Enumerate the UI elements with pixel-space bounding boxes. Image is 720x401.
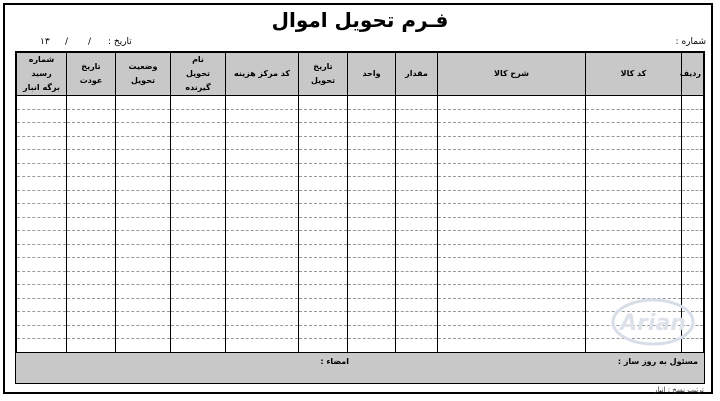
table-cell[interactable] <box>299 298 348 312</box>
table-row <box>17 298 704 312</box>
table-cell[interactable] <box>348 190 396 204</box>
table-cell[interactable] <box>116 271 171 285</box>
table-row <box>17 285 704 299</box>
table-cell[interactable] <box>299 190 348 204</box>
table-cell[interactable] <box>171 136 226 150</box>
column-header-line1: شرح کالا <box>493 69 529 78</box>
table-cell[interactable] <box>299 163 348 177</box>
table-cell[interactable] <box>299 136 348 150</box>
table-cell[interactable] <box>348 285 396 299</box>
table-cell[interactable] <box>116 258 171 272</box>
table-cell[interactable] <box>586 190 682 204</box>
table-cell[interactable] <box>116 136 171 150</box>
column-header-line1: کد کالا <box>620 69 647 78</box>
column-header-line2: تحویل <box>311 76 335 85</box>
table-cell[interactable] <box>67 258 116 272</box>
table-cell[interactable] <box>67 96 116 110</box>
table-cell[interactable] <box>226 190 299 204</box>
table-cell[interactable] <box>226 231 299 245</box>
table-cell[interactable] <box>396 204 438 218</box>
table-cell[interactable] <box>116 231 171 245</box>
table-cell[interactable] <box>348 312 396 326</box>
table-cell[interactable] <box>348 177 396 191</box>
table-cell[interactable] <box>396 339 438 353</box>
table-cell[interactable] <box>396 136 438 150</box>
table-cell[interactable] <box>226 163 299 177</box>
table-cell[interactable] <box>171 298 226 312</box>
table-cell[interactable] <box>226 244 299 258</box>
table-cell[interactable] <box>682 285 704 299</box>
table-cell[interactable] <box>17 163 67 177</box>
form-title: فـرم تحويل اموال <box>271 8 449 32</box>
table-cell[interactable] <box>226 177 299 191</box>
table-cell[interactable] <box>116 285 171 299</box>
table-cell[interactable] <box>17 96 67 110</box>
table-cell[interactable] <box>299 285 348 299</box>
table-cell[interactable] <box>299 325 348 339</box>
table-cell[interactable] <box>396 244 438 258</box>
table-cell[interactable] <box>116 190 171 204</box>
table-cell[interactable] <box>682 150 704 164</box>
table-cell[interactable] <box>171 217 226 231</box>
table-cell[interactable] <box>67 136 116 150</box>
table-cell[interactable] <box>116 312 171 326</box>
table-cell[interactable] <box>348 339 396 353</box>
table-row <box>17 325 704 339</box>
table-cell[interactable] <box>116 109 171 123</box>
table-cell[interactable] <box>348 231 396 245</box>
table-cell[interactable] <box>67 190 116 204</box>
table-cell[interactable] <box>438 109 586 123</box>
table-cell[interactable] <box>299 312 348 326</box>
table-cell[interactable] <box>17 177 67 191</box>
table-cell[interactable] <box>396 312 438 326</box>
column-header-line1: نام <box>192 55 204 64</box>
column-header-line1: واحد <box>362 69 381 78</box>
table-row <box>17 163 704 177</box>
table-cell[interactable] <box>226 150 299 164</box>
table-cell[interactable] <box>67 177 116 191</box>
table-cell[interactable] <box>396 298 438 312</box>
table-cell[interactable] <box>226 312 299 326</box>
table-cell[interactable] <box>438 298 586 312</box>
table-cell[interactable] <box>586 258 682 272</box>
table-cell[interactable] <box>299 204 348 218</box>
table-cell[interactable] <box>171 109 226 123</box>
table-cell[interactable] <box>116 325 171 339</box>
table-cell[interactable] <box>438 271 586 285</box>
table-cell[interactable] <box>171 177 226 191</box>
table-cell[interactable] <box>438 285 586 299</box>
table-cell[interactable] <box>396 177 438 191</box>
table-cell[interactable] <box>17 217 67 231</box>
table-cell[interactable] <box>171 244 226 258</box>
table-cell[interactable] <box>171 339 226 353</box>
table-cell[interactable] <box>682 217 704 231</box>
column-header <box>586 53 682 96</box>
table-row <box>17 190 704 204</box>
table-cell[interactable] <box>438 339 586 353</box>
table-cell[interactable] <box>299 96 348 110</box>
table-cell[interactable] <box>226 217 299 231</box>
table-body <box>17 96 704 366</box>
column-header <box>226 53 299 96</box>
table-cell[interactable] <box>116 298 171 312</box>
table-cell[interactable] <box>396 123 438 137</box>
table-cell[interactable] <box>348 298 396 312</box>
table-cell[interactable] <box>396 217 438 231</box>
table-cell[interactable] <box>17 325 67 339</box>
table-cell[interactable] <box>171 190 226 204</box>
table-cell[interactable] <box>438 231 586 245</box>
table-cell[interactable] <box>226 123 299 137</box>
table-cell[interactable] <box>226 285 299 299</box>
table-cell[interactable] <box>226 271 299 285</box>
column-header-line2: برگه انبار <box>23 83 60 92</box>
form-number-label: شماره : <box>675 37 706 47</box>
table-cell[interactable] <box>171 123 226 137</box>
table-cell[interactable] <box>171 325 226 339</box>
table-row <box>17 204 704 218</box>
date-separator: / <box>88 37 92 47</box>
table-cell[interactable] <box>396 190 438 204</box>
table-cell[interactable] <box>682 204 704 218</box>
table-cell[interactable] <box>116 217 171 231</box>
column-header-line1: تاریخ <box>81 62 101 71</box>
table-row <box>17 271 704 285</box>
table-cell[interactable] <box>226 325 299 339</box>
table-cell[interactable] <box>171 96 226 110</box>
table-cell[interactable] <box>438 204 586 218</box>
table-cell[interactable] <box>171 258 226 272</box>
table-cell[interactable] <box>116 244 171 258</box>
table-cell[interactable] <box>438 244 586 258</box>
table-row <box>17 109 704 123</box>
table-cell[interactable] <box>299 244 348 258</box>
table-cell[interactable] <box>116 150 171 164</box>
table-cell[interactable] <box>226 204 299 218</box>
table-cell[interactable] <box>586 217 682 231</box>
table-cell[interactable] <box>438 258 586 272</box>
signature-label: امضاء : <box>320 357 349 366</box>
table-cell[interactable] <box>586 136 682 150</box>
responsible-label: مسئول به روز ساز : <box>617 357 698 366</box>
table-cell[interactable] <box>67 298 116 312</box>
table-cell[interactable] <box>396 258 438 272</box>
table-row <box>17 244 704 258</box>
table-row <box>17 150 704 164</box>
table-cell[interactable] <box>17 204 67 218</box>
table-cell[interactable] <box>438 123 586 137</box>
table-cell[interactable] <box>226 258 299 272</box>
column-header-line1: مقدار <box>405 69 428 78</box>
table-cell[interactable] <box>17 285 67 299</box>
table-row <box>17 96 704 110</box>
table-cell[interactable] <box>226 339 299 353</box>
table-cell[interactable] <box>682 231 704 245</box>
table-cell[interactable] <box>586 231 682 245</box>
table-cell[interactable] <box>299 109 348 123</box>
table-row <box>17 123 704 137</box>
table-header-row <box>17 53 704 96</box>
table-cell[interactable] <box>348 271 396 285</box>
table-cell[interactable] <box>348 217 396 231</box>
table-cell[interactable] <box>348 204 396 218</box>
table-cell[interactable] <box>438 163 586 177</box>
table-cell[interactable] <box>396 325 438 339</box>
table-cell[interactable] <box>17 231 67 245</box>
column-header-line2: عودت <box>79 76 103 85</box>
table-cell[interactable] <box>226 136 299 150</box>
table-cell[interactable] <box>171 204 226 218</box>
table-cell[interactable] <box>682 244 704 258</box>
table-cell[interactable] <box>171 271 226 285</box>
column-header-line1: ردیف <box>679 69 701 78</box>
table-cell[interactable] <box>171 231 226 245</box>
table-cell[interactable] <box>116 96 171 110</box>
table-cell[interactable] <box>17 244 67 258</box>
column-header <box>396 53 438 96</box>
table-cell[interactable] <box>586 123 682 137</box>
table-footer <box>16 352 704 383</box>
table-row <box>17 312 704 326</box>
table-cell[interactable] <box>682 258 704 272</box>
table-cell[interactable] <box>17 109 67 123</box>
table-cell[interactable] <box>682 109 704 123</box>
table-cell[interactable] <box>67 244 116 258</box>
column-header <box>348 53 396 96</box>
table-cell[interactable] <box>67 150 116 164</box>
items-table <box>15 51 705 384</box>
copy-order-note: ترتیب نسخ : انبار <box>653 386 704 394</box>
column-header-line1: وضعیت <box>128 62 158 71</box>
table-cell[interactable] <box>299 339 348 353</box>
date-separator: / <box>65 37 69 47</box>
table-cell[interactable] <box>396 163 438 177</box>
table-cell[interactable] <box>682 271 704 285</box>
column-header <box>171 53 226 96</box>
table-cell[interactable] <box>171 150 226 164</box>
table-cell[interactable] <box>348 109 396 123</box>
table-cell[interactable] <box>586 177 682 191</box>
table-cell[interactable] <box>17 298 67 312</box>
table-cell[interactable] <box>299 217 348 231</box>
table-cell[interactable] <box>682 177 704 191</box>
table-cell[interactable] <box>67 312 116 326</box>
table-cell[interactable] <box>67 163 116 177</box>
table-cell[interactable] <box>226 109 299 123</box>
table-cell[interactable] <box>299 258 348 272</box>
table-row <box>17 258 704 272</box>
table-cell[interactable] <box>348 96 396 110</box>
table-cell[interactable] <box>348 136 396 150</box>
table-row <box>17 217 704 231</box>
table-cell[interactable] <box>586 204 682 218</box>
table-cell[interactable] <box>17 258 67 272</box>
table-cell[interactable] <box>586 109 682 123</box>
table-cell[interactable] <box>682 96 704 110</box>
table-cell[interactable] <box>226 298 299 312</box>
table-cell[interactable] <box>67 231 116 245</box>
column-header <box>679 53 704 96</box>
table-cell[interactable] <box>171 312 226 326</box>
table-cell[interactable] <box>438 136 586 150</box>
table-cell[interactable] <box>438 325 586 339</box>
table-cell[interactable] <box>116 177 171 191</box>
table-cell[interactable] <box>299 123 348 137</box>
table-cell[interactable] <box>17 136 67 150</box>
table-cell[interactable] <box>17 271 67 285</box>
table-row <box>17 339 704 353</box>
column-header-line1: تاریخ <box>313 62 333 71</box>
table-cell[interactable] <box>67 325 116 339</box>
column-header <box>116 53 171 96</box>
table-row <box>17 231 704 245</box>
column-header-line1: شماره رسید <box>28 55 55 78</box>
column-header <box>438 53 586 96</box>
table-cell[interactable] <box>586 244 682 258</box>
table-row <box>17 177 704 191</box>
table-cell[interactable] <box>586 150 682 164</box>
table-cell[interactable] <box>438 150 586 164</box>
table-cell[interactable] <box>348 258 396 272</box>
table-cell[interactable] <box>17 190 67 204</box>
table-cell[interactable] <box>682 136 704 150</box>
column-header-line2: تحویل گیرنده <box>185 69 211 92</box>
table-cell[interactable] <box>348 244 396 258</box>
table-cell[interactable] <box>438 190 586 204</box>
table-cell[interactable] <box>586 96 682 110</box>
date-label: تاریخ : <box>108 37 132 47</box>
table-cell[interactable] <box>348 163 396 177</box>
column-header-line1: کد مرکز هزینه <box>233 69 291 78</box>
table-cell[interactable] <box>682 190 704 204</box>
table-cell[interactable] <box>586 285 682 299</box>
table-cell[interactable] <box>586 163 682 177</box>
table-cell[interactable] <box>348 123 396 137</box>
table-cell[interactable] <box>17 150 67 164</box>
table-row <box>17 136 704 150</box>
table-cell[interactable] <box>67 217 116 231</box>
column-header <box>299 53 348 96</box>
table-cell[interactable] <box>171 285 226 299</box>
table-cell[interactable] <box>348 150 396 164</box>
table-cell[interactable] <box>67 339 116 353</box>
table-cell[interactable] <box>438 217 586 231</box>
table-cell[interactable] <box>299 150 348 164</box>
table-cell[interactable] <box>116 204 171 218</box>
logo-text: Arian <box>620 311 686 336</box>
table-cell[interactable] <box>682 123 704 137</box>
table-cell[interactable] <box>396 285 438 299</box>
table-cell[interactable] <box>396 96 438 110</box>
arian-logo-watermark <box>610 297 696 347</box>
table-cell[interactable] <box>438 96 586 110</box>
date-year: ۱۳ <box>40 37 50 47</box>
table-cell[interactable] <box>682 163 704 177</box>
table-cell[interactable] <box>116 123 171 137</box>
table-cell[interactable] <box>67 123 116 137</box>
table-cell[interactable] <box>586 271 682 285</box>
table-cell[interactable] <box>299 231 348 245</box>
table-cell[interactable] <box>67 109 116 123</box>
table-cell[interactable] <box>396 231 438 245</box>
table-cell[interactable] <box>17 123 67 137</box>
table-cell[interactable] <box>299 177 348 191</box>
column-header <box>67 53 116 96</box>
table-cell[interactable] <box>438 177 586 191</box>
table-cell[interactable] <box>17 312 67 326</box>
table-cell[interactable] <box>67 285 116 299</box>
table-cell[interactable] <box>396 271 438 285</box>
table-cell[interactable] <box>116 339 171 353</box>
table-cell[interactable] <box>226 96 299 110</box>
column-header-line2: تحویل <box>131 76 155 85</box>
table-cell[interactable] <box>171 163 226 177</box>
table-cell[interactable] <box>348 325 396 339</box>
table-cell[interactable] <box>17 339 67 353</box>
column-header <box>17 53 67 96</box>
table-cell[interactable] <box>299 271 348 285</box>
table-cell[interactable] <box>396 109 438 123</box>
table-cell[interactable] <box>438 312 586 326</box>
table-cell[interactable] <box>116 163 171 177</box>
table-cell[interactable] <box>67 204 116 218</box>
table-cell[interactable] <box>67 271 116 285</box>
table-cell[interactable] <box>396 150 438 164</box>
